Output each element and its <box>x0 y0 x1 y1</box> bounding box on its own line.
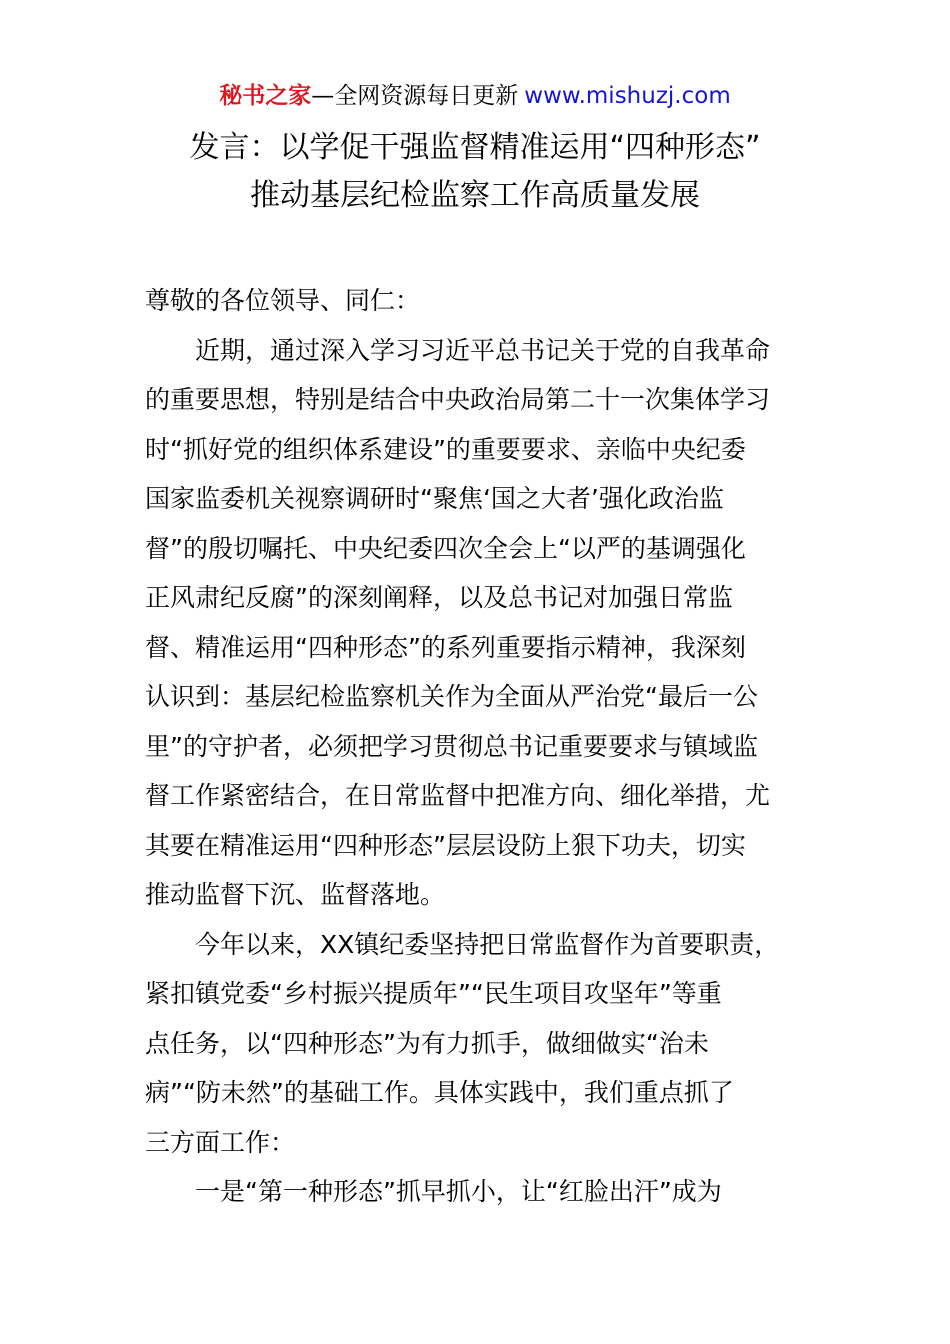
paragraph-1-line: 推动监督下沉、监督落地。 <box>145 880 446 909</box>
document-title-line-2: 推动基层纪检监察工作高质量发展 <box>250 178 700 213</box>
paragraph-1-line: 里”的守护者，必须把学习贯彻总书记重要要求与镇域监 <box>145 731 758 761</box>
paragraph-1-line: 其要在精准运用“四种形态”层层设防上狠下功夫，切实 <box>145 830 746 860</box>
paragraph-1-line: 近期，通过深入学习习近平总书记关于党的自我革命 <box>195 335 771 365</box>
paragraph-3-line: 一是“第一种形态”抓早抓小，让“红脸出汗”成为 <box>195 1177 722 1206</box>
paragraph-1-line: 督”的殷切嘱托、中央纪委四次全会上“以严的基调强化 <box>145 533 746 563</box>
watermark-brand: 秘书之家 <box>219 83 312 109</box>
watermark-header <box>0 80 950 112</box>
paragraph-1-line: 督、精准运用“四种形态”的系列重要指示精神，我深刻 <box>145 632 746 662</box>
paragraph-1-line: 认识到：基层纪检监察机关作为全面从严治党“最后一公 <box>145 682 758 711</box>
paragraph-2-line: 今年以来，XX镇纪委坚持把日常监督作为首要职责， <box>195 929 780 959</box>
paragraph-2-line: 病”“防未然”的基础工作。具体实践中，我们重点抓了 <box>145 1078 734 1107</box>
watermark-tagline: —全网资源每日更新 <box>311 83 519 109</box>
paragraph-1-line: 国家监委机关视察调研时“聚焦‘国之大者’强化政治监 <box>145 484 724 513</box>
watermark-url[interactable]: www.mishuzj.com <box>524 83 731 109</box>
paragraph-2-line: 三方面工作： <box>145 1127 296 1157</box>
salutation: 尊敬的各位领导、同仁： <box>145 286 421 315</box>
paragraph-1-line: 时“抓好党的组织体系建设”的重要要求、亲临中央纪委 <box>145 434 746 464</box>
document-body <box>145 276 810 1217</box>
paragraph-1-line: 正风肃纪反腐”的深刻阐释，以及总书记对加强日常监 <box>145 583 733 612</box>
paragraph-1-line: 督工作紧密结合，在日常监督中把准方向、细化举措，尤 <box>145 781 771 810</box>
paragraph-1-line: 的重要思想，特别是结合中央政治局第二十一次集体学习 <box>145 385 771 414</box>
document-title-line-1: 发言：以学促干强监督精准运用“四种形态” <box>189 130 761 165</box>
paragraph-2-line: 点任务，以“四种形态”为有力抓手，做细做实“治未 <box>145 1028 709 1058</box>
paragraph-2-line: 紧扣镇党委“乡村振兴提质年”“民生项目攻坚年”等重 <box>145 979 722 1008</box>
